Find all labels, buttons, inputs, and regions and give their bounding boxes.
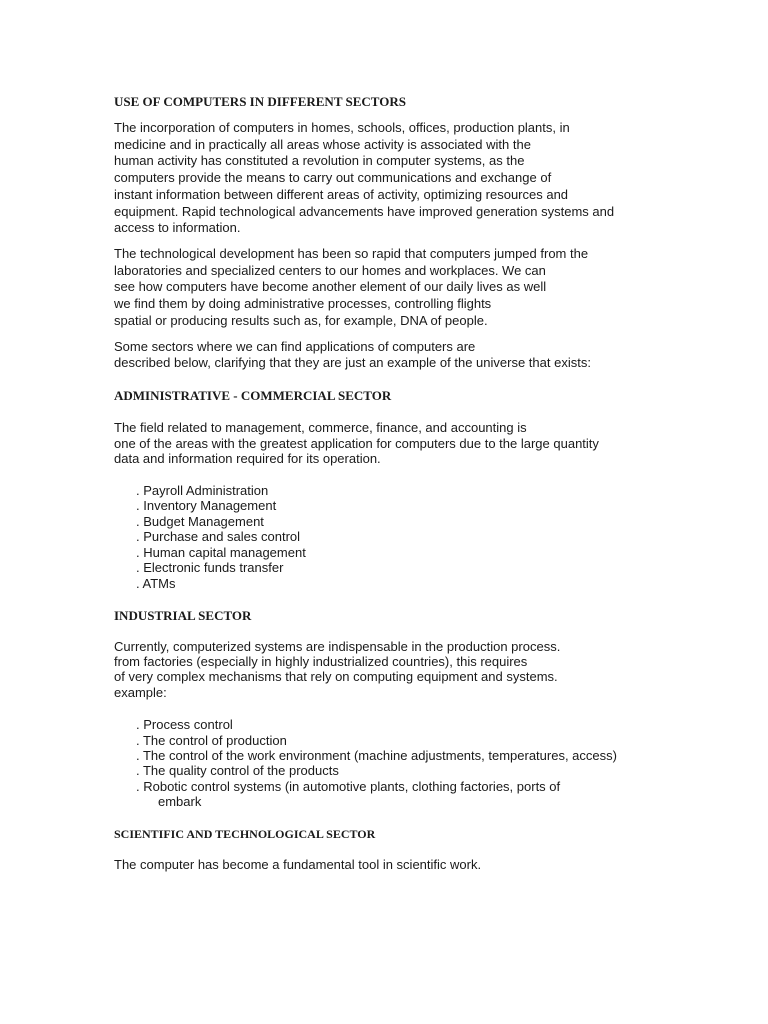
section-heading-administrative: ADMINISTRATIVE - COMMERCIAL SECTOR bbox=[114, 388, 392, 403]
paragraph-line: instant information between different areas of activity, optimizing resources and bbox=[114, 187, 569, 202]
list-item: . Electronic funds transfer bbox=[136, 560, 284, 575]
paragraph-line: The technological development has been so rapid that computers jumped from the bbox=[114, 246, 589, 261]
list-item: . Human capital management bbox=[136, 545, 306, 560]
list-item: . Robotic control systems (in automotive plants, clothing factories, ports of bbox=[136, 779, 561, 794]
paragraph-line: laboratories and specialized centers to our homes and workplaces. We can bbox=[114, 263, 546, 278]
paragraph-line: example: bbox=[114, 685, 167, 700]
list-item: . Payroll Administration bbox=[136, 483, 269, 498]
paragraph-line: one of the areas with the greatest application for computers due to the large quantity bbox=[114, 436, 599, 451]
list-item: . Budget Management bbox=[136, 514, 264, 529]
paragraph-line: The computer has become a fundamental tool in scientific work. bbox=[114, 857, 482, 872]
paragraph-line: computers provide the means to carry out communications and exchange of bbox=[114, 170, 552, 185]
list-item-continuation: embark bbox=[158, 794, 202, 809]
paragraph-line: The incorporation of computers in homes, schools, offices, production plants, in bbox=[114, 120, 570, 135]
list-item: . The control of the work environment (machine adjustments, temperatures, access) bbox=[136, 748, 617, 763]
list-item: . ATMs bbox=[136, 576, 176, 591]
paragraph-line: described below, clarifying that they are just an example of the universe that exists: bbox=[114, 355, 591, 370]
section-heading-industrial: INDUSTRIAL SECTOR bbox=[114, 608, 252, 623]
list-item: . The quality control of the products bbox=[136, 763, 339, 778]
paragraph-line: from factories (especially in highly industrialized countries), this requires bbox=[114, 654, 528, 669]
paragraph-line: Some sectors where we can find applications of computers are bbox=[114, 339, 476, 354]
paragraph-line: we find them by doing administrative processes, controlling flights bbox=[114, 296, 492, 311]
paragraph-line: see how computers have become another element of our daily lives as well bbox=[114, 279, 547, 294]
paragraph-line: Currently, computerized systems are indispensable in the production process. bbox=[114, 639, 561, 654]
paragraph-line: human activity has constituted a revolution in computer systems, as the bbox=[114, 153, 525, 168]
list-item: . The control of production bbox=[136, 733, 287, 748]
paragraph-line: access to information. bbox=[114, 220, 241, 235]
list-item: . Process control bbox=[136, 717, 233, 732]
list-item: . Purchase and sales control bbox=[136, 529, 301, 544]
paragraph-line: data and information required for its operation. bbox=[114, 451, 381, 466]
paragraph-line: spatial or producing results such as, for example, DNA of people. bbox=[114, 313, 488, 328]
paragraph-line: The field related to management, commerce, finance, and accounting is bbox=[114, 420, 527, 435]
list-item: . Inventory Management bbox=[136, 498, 277, 513]
section-heading-scientific: SCIENTIFIC AND TECHNOLOGICAL SECTOR bbox=[114, 827, 376, 841]
document-title: USE OF COMPUTERS IN DIFFERENT SECTORS bbox=[114, 94, 406, 109]
paragraph-line: medicine and in practically all areas whose activity is associated with the bbox=[114, 137, 531, 152]
paragraph-line: of very complex mechanisms that rely on computing equipment and systems. bbox=[114, 669, 558, 684]
paragraph-line: equipment. Rapid technological advancements have improved generation systems and bbox=[114, 204, 615, 219]
